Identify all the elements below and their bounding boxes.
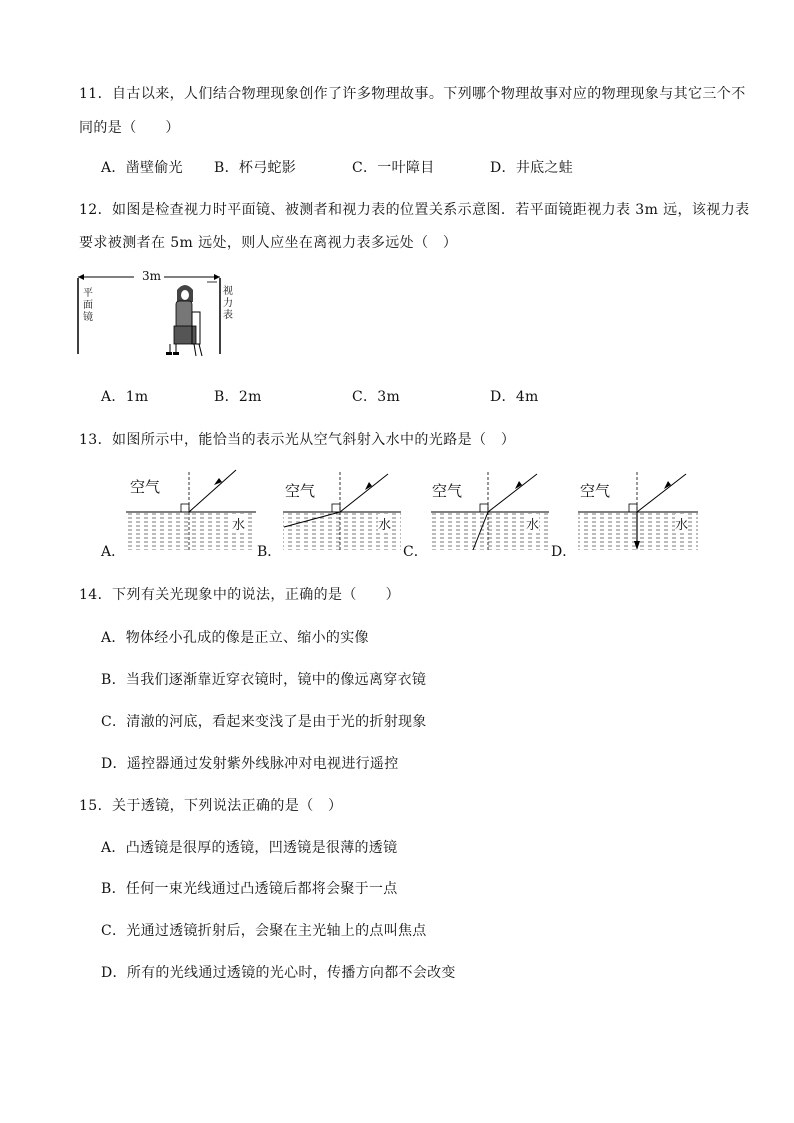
q11-stem-line1: 11．自古以来，人们结合物理现象创作了许多物理故事。下列哪个物理故事对应的物理现象与其它三个不 (79, 86, 746, 102)
q11-option-d: D．井底之蛙 (490, 160, 574, 176)
distance-label: 3m (142, 269, 162, 283)
q14-stem: 14．下列有关光现象中的说法，正确的是（ ） (79, 587, 401, 603)
chart-label: 视力表 (223, 286, 233, 321)
diagram-b-water: 水 (378, 514, 391, 533)
diagram-d-air: 空气 (580, 482, 611, 500)
q15-option-b: B．任何一束光线通过凸透镜后都将会聚于一点 (101, 881, 398, 897)
q12-stem-line1: 12．如图是检查视力时平面镜、被测者和视力表的位置关系示意图．若平面镜距视力表 3m 远，该视力表 (79, 202, 750, 218)
q13-option-c: C． (403, 544, 428, 560)
q11-option-a: A．凿壁偷光 (101, 160, 183, 176)
q13-stem: 13．如图所示中，能恰当的表示光从空气斜射入水中的光路是（ ） (79, 432, 516, 448)
q11-option-b: B．杯弓蛇影 (214, 160, 297, 176)
q13-option-b: B． (257, 544, 282, 560)
q14-option-a: A．物体经小孔成的像是正立、缩小的实像 (101, 630, 369, 646)
q15-option-d: D．所有的光线通过透镜的光心时，传播方向都不会改变 (101, 965, 456, 981)
diagram-a-air: 空气 (130, 478, 161, 496)
q13-option-a: A． (101, 544, 126, 560)
q14-option-b: B．当我们逐渐靠近穿衣镜时，镜中的像远离穿衣镜 (101, 672, 427, 688)
q13-option-d: D． (551, 544, 577, 560)
q11-option-c: C．一叶障目 (352, 160, 435, 176)
diagram-b-air: 空气 (285, 482, 316, 500)
diagram-c-air: 空气 (432, 482, 463, 500)
q14-option-c: C．清澈的河底，看起来变浅了是由于光的折射现象 (101, 714, 427, 730)
diagram-c-water: 水 (526, 514, 539, 533)
q11-stem-line2: 同的是（ ） (79, 120, 180, 136)
q15-stem: 15．关于透镜，下列说法正确的是（ ） (79, 798, 343, 814)
diagram-a-water: 水 (232, 514, 245, 533)
mirror-label: 平面镜 (83, 288, 93, 323)
q12-stem-line2: 要求被测者在 5m 远处，则人应坐在离视力表多远处（ ） (79, 235, 458, 251)
q12-option-a: A．1m (101, 389, 149, 405)
diagram-d-water: 水 (675, 514, 688, 533)
q15-option-a: A．凸透镜是很厚的透镜，凹透镜是很薄的透镜 (101, 840, 398, 856)
q12-option-d: D．4m (490, 389, 539, 405)
q15-option-c: C．光通过透镜折射后，会聚在主光轴上的点叫焦点 (101, 923, 427, 939)
q12-option-c: C．3m (352, 389, 401, 405)
q12-option-b: B．2m (214, 389, 262, 405)
q14-option-d: D．遥控器通过发射紫外线脉冲对电视进行遥控 (101, 756, 399, 772)
